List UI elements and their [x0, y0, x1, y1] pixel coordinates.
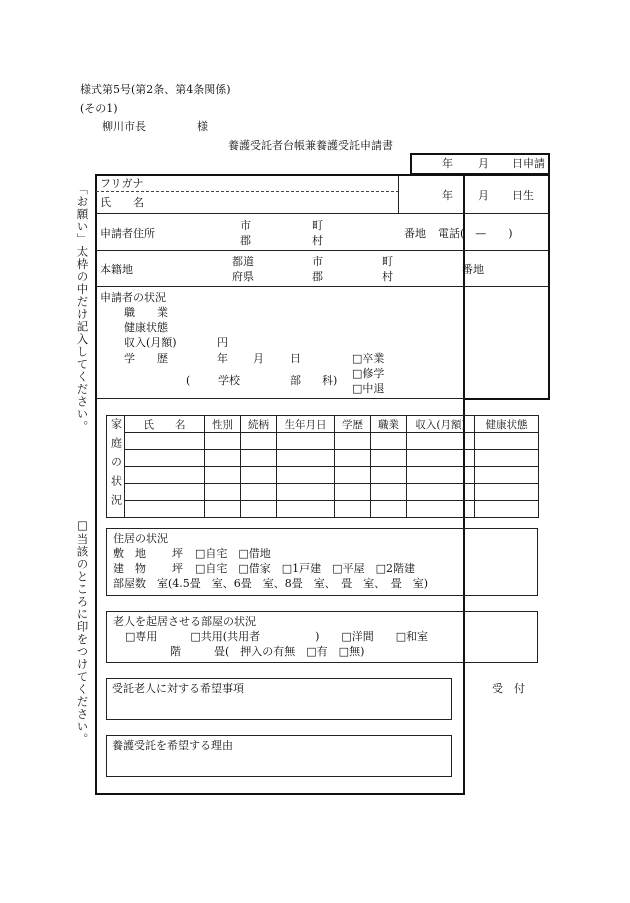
status-education: 学 歴: [124, 352, 168, 365]
wishes-title: 受託老人に対する希望事項: [112, 682, 244, 695]
housing-land-unit: 坪: [172, 547, 183, 560]
page-title: 養護受託者台帳兼養護受託申請書: [228, 139, 393, 152]
address-town: 町: [312, 219, 323, 232]
address-banchi: 番地: [404, 227, 426, 240]
status-health: 健康状態: [124, 321, 168, 334]
table-row[interactable]: [107, 450, 539, 467]
name-label: 氏 名: [100, 196, 144, 209]
housing-bldg-unit: 坪: [172, 562, 183, 575]
col-income: 収入(月額): [407, 416, 475, 433]
checkbox-graduated[interactable]: □卒業: [352, 352, 385, 365]
honseki-label: 本籍地: [100, 263, 133, 276]
table-row[interactable]: [107, 484, 539, 501]
family-header-row: [107, 416, 539, 433]
col-occupation: 職業: [371, 416, 407, 433]
col-name: 氏 名: [125, 416, 205, 433]
honorific: 様: [197, 120, 208, 133]
address-phone: 電話( — ): [438, 227, 513, 240]
honseki-banchi: 番地: [462, 263, 484, 276]
col-birthdate: 生年月日: [277, 416, 335, 433]
note-check-mark: □当該のところに印をつけてください。: [75, 518, 90, 746]
honseki-fuken: 府県: [232, 270, 254, 283]
date-day-applied: 日申請: [512, 157, 545, 170]
address-village: 村: [312, 234, 323, 247]
housing-rooms: 部屋数 室(4.5畳 室、6畳 室、8畳 室、 畳 室、 畳 室): [113, 577, 429, 590]
birth-year: 年: [442, 189, 453, 202]
status-edu-year: 年: [217, 352, 228, 365]
table-row[interactable]: [107, 433, 539, 450]
status-title: 申請者の状況: [100, 291, 166, 304]
family-label: 家庭の状況: [107, 416, 125, 518]
housing-land-options[interactable]: □自宅 □借地: [195, 547, 271, 560]
date-month: 月: [478, 157, 489, 170]
honseki-village: 村: [382, 270, 393, 283]
note-instructions: 「お願い」太枠の中だけ記入してください。: [75, 183, 90, 433]
birth-month: 月: [478, 189, 489, 202]
form-sub-number: (その1): [80, 102, 118, 115]
frame-right-extension: [463, 174, 550, 400]
housing-bldg-options[interactable]: □自宅 □借家 □1戸建 □平屋 □2階建: [195, 562, 415, 575]
status-dept: 部: [290, 374, 301, 387]
status-school: 学校: [218, 374, 240, 387]
honseki-city: 市: [312, 255, 323, 268]
checkbox-withdrew[interactable]: □中退: [352, 382, 385, 395]
elder-room-usage[interactable]: □専用 □共用(共用者 ) □洋間 □和室: [125, 630, 429, 643]
status-occupation: 職 業: [124, 306, 168, 319]
status-paren: (: [186, 374, 191, 387]
address-label: 申請者住所: [100, 227, 155, 240]
furigana-label: フリガナ: [100, 177, 144, 190]
status-income: 収入(月額): [124, 336, 177, 349]
status-course: 科): [322, 374, 338, 387]
housing-title: 住居の状況: [113, 532, 168, 545]
honseki-todo: 都道: [232, 255, 254, 268]
elder-room-title: 老人を起居させる部屋の状況: [113, 615, 256, 628]
table-row[interactable]: [107, 501, 539, 518]
birth-day: 日生: [512, 189, 534, 202]
col-relation: 続柄: [241, 416, 277, 433]
address-gun: 郡: [240, 234, 251, 247]
address-city: 市: [240, 219, 251, 232]
reason-title: 養護受託を希望する理由: [112, 739, 233, 752]
family-table: [106, 415, 539, 518]
col-education: 学歴: [335, 416, 371, 433]
status-yen: 円: [217, 336, 228, 349]
housing-land-label: 敷 地: [113, 547, 146, 560]
honseki-town: 町: [382, 255, 393, 268]
status-edu-day: 日: [290, 352, 301, 365]
col-health: 健康状態: [475, 416, 539, 433]
checkbox-completed[interactable]: □修学: [352, 367, 385, 380]
form-number: 様式第5号(第2条、第4条関係): [80, 83, 231, 96]
table-row[interactable]: [107, 467, 539, 484]
reception-label: 受 付: [492, 682, 525, 695]
elder-room-size[interactable]: 階 畳( 押入の有無 □有 □無): [170, 645, 365, 658]
addressee: 柳川市長: [102, 120, 146, 133]
housing-bldg-label: 建 物: [113, 562, 146, 575]
status-edu-month: 月: [253, 352, 264, 365]
date-year: 年: [442, 157, 453, 170]
honseki-gun: 郡: [312, 270, 323, 283]
col-sex: 性別: [205, 416, 241, 433]
